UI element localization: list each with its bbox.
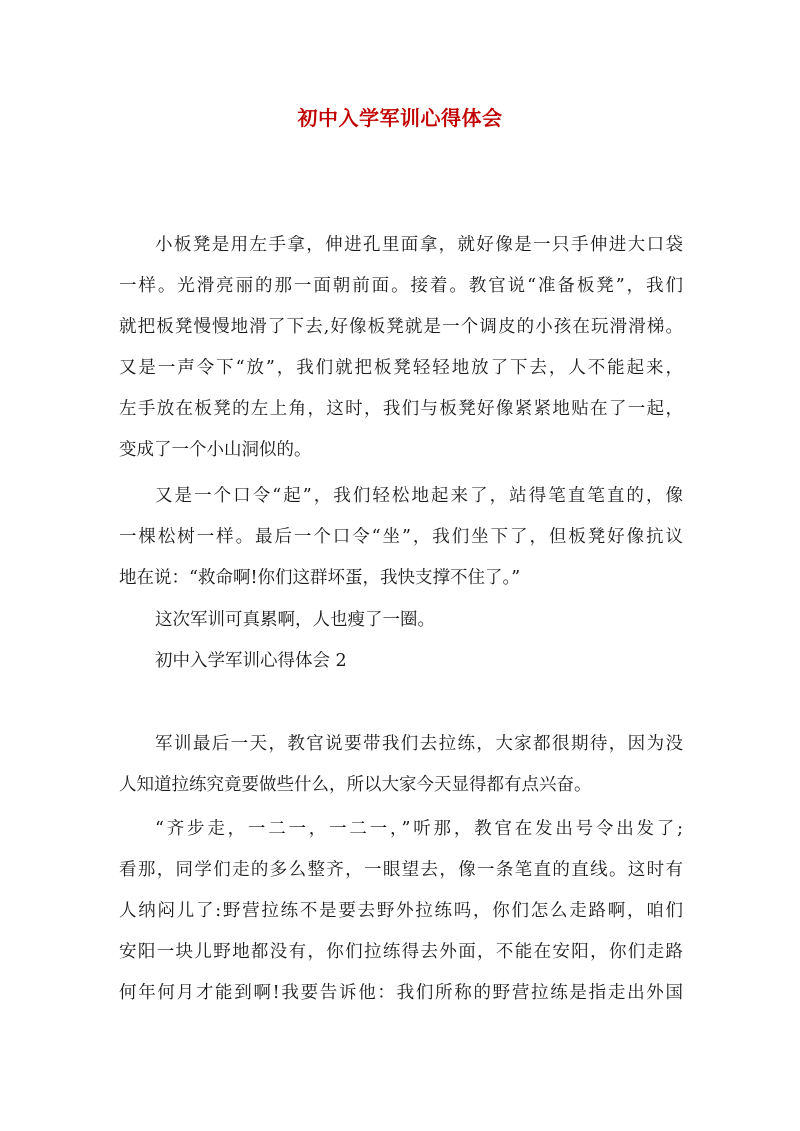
section-heading-2 — [119, 641, 683, 682]
paragraph-line: 小板凳是用左手拿，伸进孔里面拿，就好像是一只手伸进大口袋 — [155, 235, 683, 255]
paragraph-3 — [119, 600, 683, 641]
paragraph-line: 军训最后一天，教官说要带我们去拉练，大家都很期待，因为没 — [155, 734, 683, 754]
paragraph-line: 人纳闷儿了:野营拉练不是要去野外拉练吗，你们怎么走路啊，咱们 — [119, 901, 683, 921]
paragraph-4 — [119, 724, 683, 806]
paragraph-line: 安阳一块儿野地都没有，你们拉练得去外面，不能在安阳，你们走路 — [119, 942, 683, 962]
paragraph-line: 一样。光滑亮丽的那一面朝前面。接着。教官说“准备板凳”，我们 — [119, 276, 683, 296]
paragraph-line: “齐步走，一二一，一二一，”听那，教官在发出号令出发了; — [155, 819, 683, 839]
paragraph-line: 就把板凳慢慢地滑了下去,好像板凳就是一个调皮的小孩在玩滑滑梯。 — [119, 317, 683, 337]
paragraph-line: 地在说：“救命啊!你们这群坏蛋，我快支撑不住了。” — [119, 568, 521, 588]
paragraph-line: 人知道拉练究竟要做些什么，所以大家今天显得都有点兴奋。 — [119, 775, 592, 795]
paragraph-line: 一棵松树一样。最后一个口令“坐”，我们坐下了，但板凳好像抗议 — [119, 527, 683, 547]
paragraph-line: 又是一个口令“起”，我们轻松地起来了，站得笔直笔直的，像 — [155, 486, 683, 506]
section-heading-line: 初中入学军训心得体会 2 — [155, 651, 347, 671]
paragraph-line: 变成了一个小山洞似的。 — [119, 440, 312, 460]
paragraph-5 — [119, 809, 683, 1014]
paragraph-line: 何年何月才能到啊!我要告诉他：我们所称的野营拉练是指走出外国 — [119, 983, 683, 1003]
paragraph-line: 左手放在板凳的左上角，这时，我们与板凳好像紧紧地贴在了一起， — [119, 399, 683, 419]
paragraph-2 — [119, 476, 683, 599]
paragraph-line: 这次军训可真累啊，人也瘦了一圈。 — [155, 610, 435, 630]
paragraph-1 — [119, 225, 683, 471]
document-title: 初中入学军训心得体会 — [297, 106, 503, 130]
paragraph-line: 看那，同学们走的多么整齐，一眼望去，像一条笔直的直线。这时有 — [119, 860, 683, 880]
paragraph-line: 又是一声令下“放”，我们就把板凳轻轻地放了下去，人不能起来， — [119, 358, 683, 378]
